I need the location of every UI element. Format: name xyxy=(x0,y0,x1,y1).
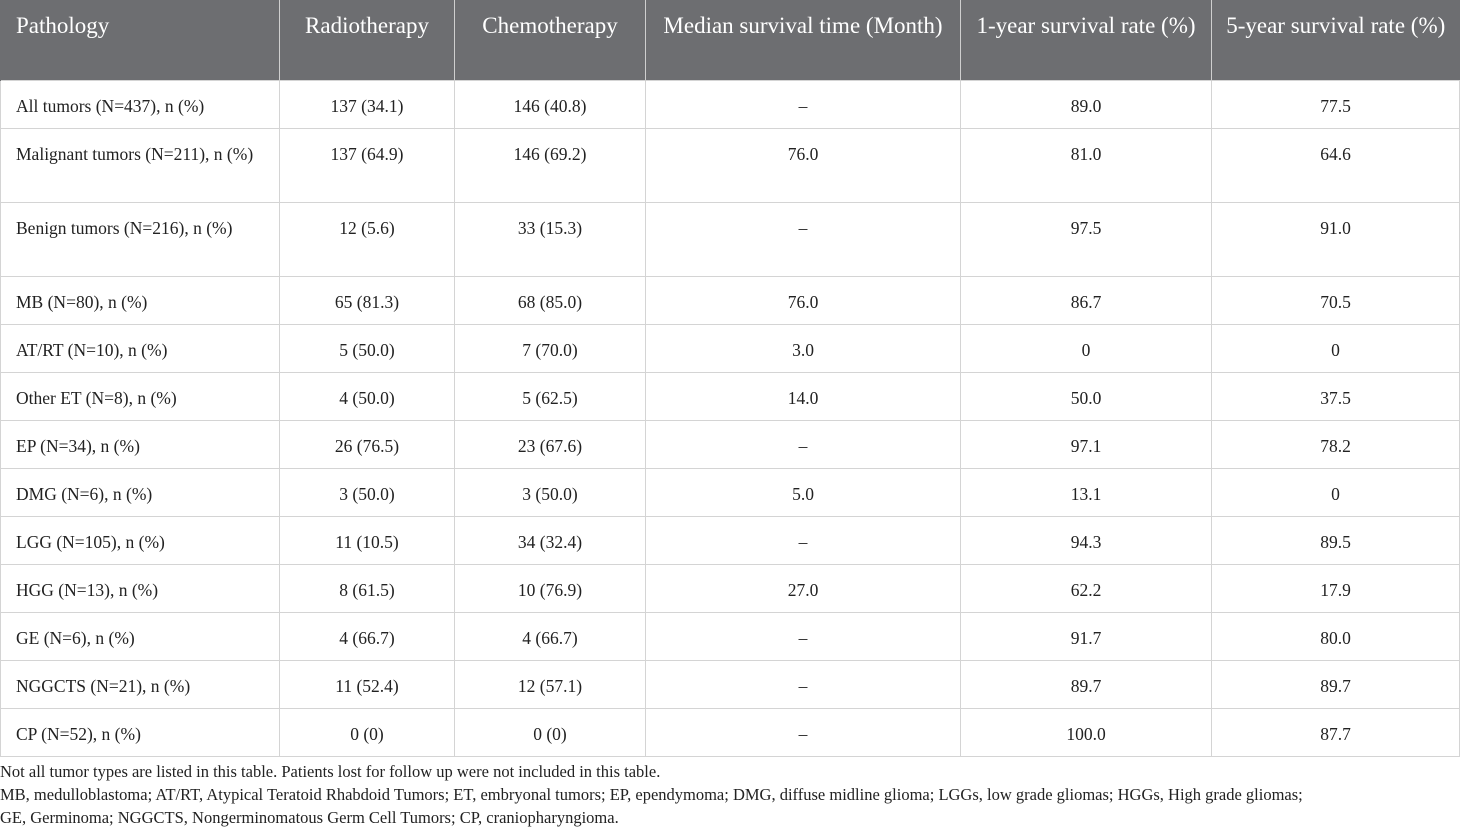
header-1-year-survival: 1-year survival rate (%) xyxy=(961,0,1212,80)
cell-radiotherapy: 137 (64.9) xyxy=(280,128,455,202)
cell-pathology: Malignant tumors (N=211), n (%) xyxy=(1,128,280,202)
cell-1-year-survival: 89.0 xyxy=(961,80,1212,128)
table-row xyxy=(1,564,1460,612)
cell-1-year-survival: 94.3 xyxy=(961,516,1212,564)
cell-5-year-survival: 77.5 xyxy=(1212,80,1460,128)
cell-pathology: LGG (N=105), n (%) xyxy=(1,516,280,564)
cell-chemotherapy: 5 (62.5) xyxy=(455,372,646,420)
cell-5-year-survival: 78.2 xyxy=(1212,420,1460,468)
table-row xyxy=(1,708,1460,756)
table-row xyxy=(1,276,1460,324)
cell-chemotherapy: 4 (66.7) xyxy=(455,612,646,660)
cell-5-year-survival: 17.9 xyxy=(1212,564,1460,612)
cell-pathology: CP (N=52), n (%) xyxy=(1,708,280,756)
cell-radiotherapy: 3 (50.0) xyxy=(280,468,455,516)
cell-radiotherapy: 4 (66.7) xyxy=(280,612,455,660)
cell-median-survival: – xyxy=(646,660,961,708)
cell-chemotherapy: 3 (50.0) xyxy=(455,468,646,516)
footnote-abbreviations: MB, medulloblastoma; AT/RT, Atypical Teratoid Rhabdoid Tumors; ET, embryonal tumors; EP, ependymoma; DMG, diffuse midline glioma; LGGs, low grade gliomas; HGGs, High grade gliomas; xyxy=(0,785,1303,804)
cell-1-year-survival: 13.1 xyxy=(961,468,1212,516)
table-row xyxy=(1,128,1460,202)
table-row xyxy=(1,372,1460,420)
cell-1-year-survival: 97.5 xyxy=(961,202,1212,276)
cell-5-year-survival: 89.5 xyxy=(1212,516,1460,564)
cell-chemotherapy: 0 (0) xyxy=(455,708,646,756)
cell-1-year-survival: 97.1 xyxy=(961,420,1212,468)
table-row xyxy=(1,80,1460,128)
cell-pathology: DMG (N=6), n (%) xyxy=(1,468,280,516)
cell-radiotherapy: 4 (50.0) xyxy=(280,372,455,420)
cell-chemotherapy: 68 (85.0) xyxy=(455,276,646,324)
cell-chemotherapy: 146 (40.8) xyxy=(455,80,646,128)
table-row xyxy=(1,324,1460,372)
cell-chemotherapy: 12 (57.1) xyxy=(455,660,646,708)
cell-chemotherapy: 34 (32.4) xyxy=(455,516,646,564)
cell-1-year-survival: 86.7 xyxy=(961,276,1212,324)
cell-pathology: Benign tumors (N=216), n (%) xyxy=(1,202,280,276)
cell-5-year-survival: 91.0 xyxy=(1212,202,1460,276)
cell-radiotherapy: 8 (61.5) xyxy=(280,564,455,612)
cell-1-year-survival: 0 xyxy=(961,324,1212,372)
footnote-abbreviations-continued: GE, Germinoma; NGGCTS, Nongerminomatous Germ Cell Tumors; CP, craniopharyngioma. xyxy=(0,808,619,827)
cell-1-year-survival: 50.0 xyxy=(961,372,1212,420)
cell-radiotherapy: 11 (52.4) xyxy=(280,660,455,708)
table-row xyxy=(1,516,1460,564)
cell-median-survival: – xyxy=(646,202,961,276)
cell-radiotherapy: 65 (81.3) xyxy=(280,276,455,324)
cell-radiotherapy: 0 (0) xyxy=(280,708,455,756)
header-5-year-survival: 5-year survival rate (%) xyxy=(1212,0,1460,80)
table-row xyxy=(1,420,1460,468)
cell-pathology: MB (N=80), n (%) xyxy=(1,276,280,324)
cell-pathology: HGG (N=13), n (%) xyxy=(1,564,280,612)
cell-1-year-survival: 81.0 xyxy=(961,128,1212,202)
cell-median-survival: 76.0 xyxy=(646,276,961,324)
cell-median-survival: – xyxy=(646,516,961,564)
table-header-row xyxy=(1,0,1460,80)
cell-5-year-survival: 89.7 xyxy=(1212,660,1460,708)
cell-chemotherapy: 7 (70.0) xyxy=(455,324,646,372)
cell-5-year-survival: 64.6 xyxy=(1212,128,1460,202)
cell-1-year-survival: 62.2 xyxy=(961,564,1212,612)
cell-pathology: Other ET (N=8), n (%) xyxy=(1,372,280,420)
cell-median-survival: – xyxy=(646,420,961,468)
table-row xyxy=(1,202,1460,276)
cell-5-year-survival: 37.5 xyxy=(1212,372,1460,420)
cell-5-year-survival: 70.5 xyxy=(1212,276,1460,324)
cell-median-survival: 3.0 xyxy=(646,324,961,372)
footnote-note: Not all tumor types are listed in this table. Patients lost for follow up were not included in this table. xyxy=(0,762,661,781)
table-row xyxy=(1,468,1460,516)
cell-median-survival: 76.0 xyxy=(646,128,961,202)
cell-5-year-survival: 87.7 xyxy=(1212,708,1460,756)
cell-chemotherapy: 23 (67.6) xyxy=(455,420,646,468)
table-footnotes xyxy=(0,760,1460,829)
cell-median-survival: – xyxy=(646,80,961,128)
cell-median-survival: 27.0 xyxy=(646,564,961,612)
cell-median-survival: – xyxy=(646,708,961,756)
cell-chemotherapy: 33 (15.3) xyxy=(455,202,646,276)
cell-1-year-survival: 100.0 xyxy=(961,708,1212,756)
cell-chemotherapy: 10 (76.9) xyxy=(455,564,646,612)
cell-pathology: All tumors (N=437), n (%) xyxy=(1,80,280,128)
header-pathology: Pathology xyxy=(1,0,280,80)
table-row xyxy=(1,612,1460,660)
header-radiotherapy: Radiotherapy xyxy=(280,0,455,80)
cell-pathology: EP (N=34), n (%) xyxy=(1,420,280,468)
cell-radiotherapy: 12 (5.6) xyxy=(280,202,455,276)
header-chemotherapy: Chemotherapy xyxy=(455,0,646,80)
cell-radiotherapy: 137 (34.1) xyxy=(280,80,455,128)
cell-radiotherapy: 26 (76.5) xyxy=(280,420,455,468)
cell-pathology: NGGCTS (N=21), n (%) xyxy=(1,660,280,708)
cell-median-survival: 14.0 xyxy=(646,372,961,420)
cell-5-year-survival: 0 xyxy=(1212,468,1460,516)
cell-5-year-survival: 80.0 xyxy=(1212,612,1460,660)
table-row xyxy=(1,660,1460,708)
cell-pathology: GE (N=6), n (%) xyxy=(1,612,280,660)
cell-chemotherapy: 146 (69.2) xyxy=(455,128,646,202)
cell-median-survival: – xyxy=(646,612,961,660)
cell-radiotherapy: 5 (50.0) xyxy=(280,324,455,372)
cell-median-survival: 5.0 xyxy=(646,468,961,516)
cell-5-year-survival: 0 xyxy=(1212,324,1460,372)
cell-radiotherapy: 11 (10.5) xyxy=(280,516,455,564)
cell-1-year-survival: 91.7 xyxy=(961,612,1212,660)
header-median-survival: Median survival time (Month) xyxy=(646,0,961,80)
cell-1-year-survival: 89.7 xyxy=(961,660,1212,708)
cell-pathology: AT/RT (N=10), n (%) xyxy=(1,324,280,372)
